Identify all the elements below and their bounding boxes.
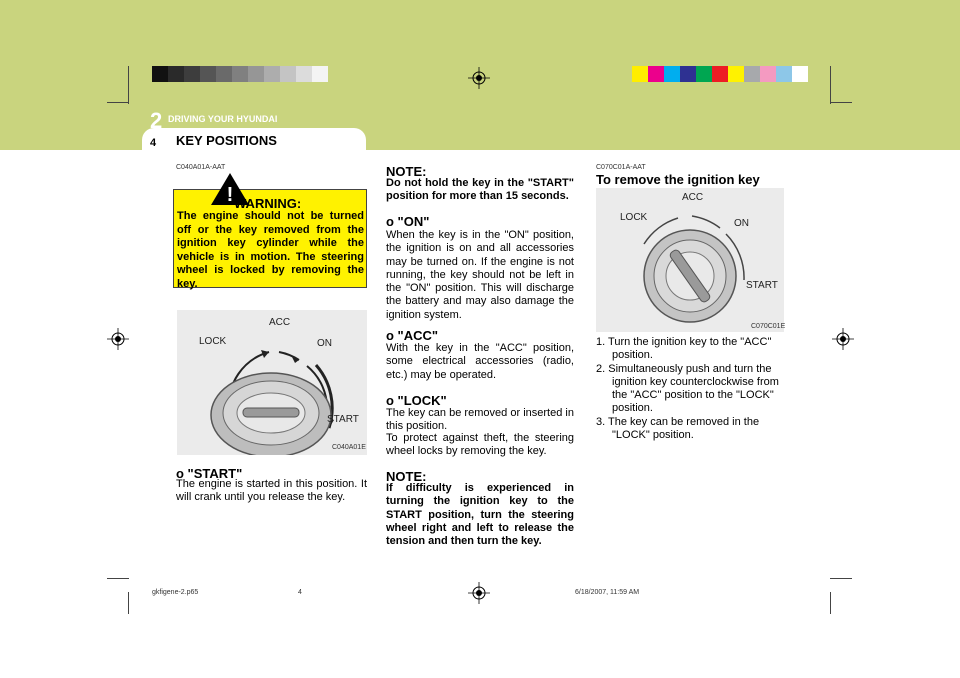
color-swatch — [744, 66, 760, 82]
lock-heading: o "LOCK" — [386, 393, 447, 408]
registration-mark-icon — [832, 328, 854, 350]
registration-mark-icon — [468, 67, 490, 89]
svg-text:!: ! — [226, 184, 234, 206]
figure-code: C040A01E — [332, 444, 366, 451]
page-number: 4 — [150, 137, 157, 149]
chapter-number: 2 — [150, 108, 163, 133]
crop-mark — [128, 66, 129, 104]
step-item: 2. Simultaneously push and turn the ignition key counterclockwise from the "ACC" position to the "LOCK" position. — [596, 362, 779, 415]
on-heading: o "ON" — [386, 214, 430, 229]
start-text: The engine is started in this position. It will crank until you release the key. — [176, 478, 367, 504]
crop-mark — [107, 102, 129, 103]
warning-text: The engine should not be turned off or the key removed from the ignition key cylinder while the vehicle is in motion. The steering wheel is locked by removing the key. — [177, 210, 364, 290]
remove-key-heading: To remove the ignition key — [596, 172, 760, 187]
color-swatch — [264, 66, 280, 82]
color-swatch — [152, 66, 168, 82]
warning-code: C040A01A-AAT — [176, 164, 226, 171]
color-swatch — [296, 66, 312, 82]
color-swatch — [200, 66, 216, 82]
crop-mark — [830, 592, 831, 614]
chapter-title: DRIVING YOUR HYUNDAI — [168, 114, 278, 124]
warning-title: WARNING: — [234, 196, 302, 211]
crop-mark — [128, 592, 129, 614]
figure-label-lock: LOCK — [620, 212, 648, 223]
color-swatch — [168, 66, 184, 82]
color-swatch — [712, 66, 728, 82]
color-swatch — [648, 66, 664, 82]
on-text: When the key is in the "ON" position, the ignition is on and all accessories may be turned on. If the engine is not running, the key should not be left in the "ON" position. This will discharge the battery and may also damage the ignition system. — [386, 229, 574, 321]
crop-mark — [830, 66, 831, 104]
ignition-figure-right — [596, 188, 784, 332]
color-swatch — [232, 66, 248, 82]
figure-label-start: START — [327, 414, 359, 425]
footer-timestamp: 6/18/2007, 11:59 AM — [575, 589, 640, 596]
color-swatch — [248, 66, 264, 82]
color-swatch — [776, 66, 792, 82]
color-swatch — [680, 66, 696, 82]
footer-page: 4 — [298, 589, 302, 596]
figure-label-on: ON — [317, 338, 332, 349]
ignition-figure-left — [177, 310, 367, 455]
figure-label-acc: ACC — [682, 192, 704, 203]
grayscale-color-bar — [152, 66, 328, 82]
section-code: C070C01A-AAT — [596, 164, 646, 171]
step-item: 3. The key can be removed in the "LOCK" position. — [596, 415, 760, 442]
note-text: If difficulty is experienced in turning the ignition key to the START position, turn the steering wheel right and left to release the tension and then turn the key. — [386, 482, 574, 548]
figure-label-start: START — [746, 280, 778, 291]
step-item: 1. Turn the ignition key to the "ACC" position. — [596, 336, 772, 362]
removal-steps — [596, 336, 784, 442]
color-swatch — [696, 66, 712, 82]
note-text: Do not hold the key in the "START" position for more than 15 seconds. — [386, 177, 574, 203]
color-swatch — [664, 66, 680, 82]
process-color-bar — [632, 66, 808, 82]
registration-mark-icon — [107, 328, 129, 350]
color-swatch — [312, 66, 328, 82]
acc-heading: o "ACC" — [386, 328, 439, 343]
crop-mark — [830, 578, 852, 579]
ignition-cylinder-illustration — [596, 188, 784, 332]
color-swatch — [792, 66, 808, 82]
lock-text: The key can be removed or inserted in this position. — [386, 407, 574, 433]
crop-mark — [107, 578, 129, 579]
color-swatch — [280, 66, 296, 82]
note-heading: NOTE: — [386, 469, 427, 484]
figure-label-on: ON — [734, 218, 749, 229]
figure-label-lock: LOCK — [199, 336, 227, 347]
color-swatch — [632, 66, 648, 82]
lock-text-theft: To protect against theft, the steering wheel locks by removing the key. — [386, 432, 574, 458]
color-swatch — [184, 66, 200, 82]
color-swatch — [216, 66, 232, 82]
footer-file-name: gkfigene-2.p65 — [152, 589, 199, 596]
figure-label-acc: ACC — [269, 317, 291, 328]
note-heading: NOTE: — [386, 164, 427, 179]
color-swatch — [760, 66, 776, 82]
section-title: KEY POSITIONS — [176, 133, 277, 148]
acc-text: With the key in the "ACC" position, some electrical accessories (radio, etc.) may be operated. — [386, 342, 574, 381]
registration-mark-icon — [468, 582, 490, 604]
figure-code: C070C01E — [751, 323, 786, 330]
crop-mark — [830, 102, 852, 103]
ignition-cylinder-illustration — [177, 310, 367, 455]
start-heading: o "START" — [176, 466, 243, 481]
color-swatch — [728, 66, 744, 82]
